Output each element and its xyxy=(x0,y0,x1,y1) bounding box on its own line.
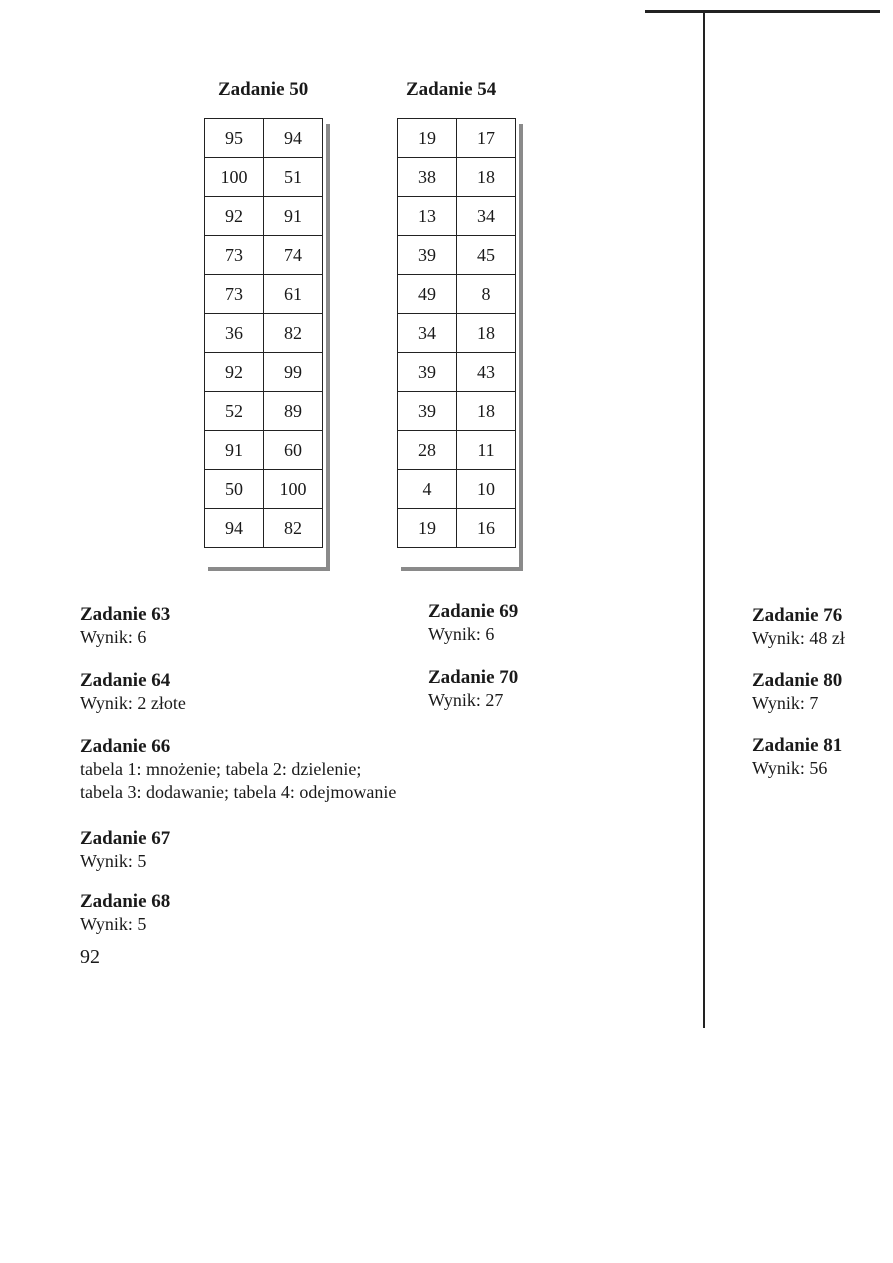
task-result: Wynik: 7 xyxy=(752,693,819,713)
table-cell: 16 xyxy=(457,509,516,548)
table-cell: 19 xyxy=(398,119,457,158)
task-result: Wynik: 2 złote xyxy=(80,693,186,713)
table-row xyxy=(398,275,516,314)
table-cell: 61 xyxy=(264,275,323,314)
table-row xyxy=(398,119,516,158)
task-title: Zadanie 66 xyxy=(80,736,171,757)
table-cell: 10 xyxy=(457,470,516,509)
task-title: Zadanie 67 xyxy=(80,828,171,849)
table-cell: 82 xyxy=(264,509,323,548)
table-cell: 17 xyxy=(457,119,516,158)
task-result: Wynik: 6 xyxy=(80,627,147,647)
table-cell: 34 xyxy=(457,197,516,236)
table-cell: 99 xyxy=(264,353,323,392)
table-cell: 89 xyxy=(264,392,323,431)
table-cell: 18 xyxy=(457,158,516,197)
table-cell: 11 xyxy=(457,431,516,470)
table-cell: 92 xyxy=(205,353,264,392)
task-zadanie-80 xyxy=(752,669,842,715)
task-title: Zadanie 69 xyxy=(428,601,519,622)
task-result: Wynik: 48 zł xyxy=(752,628,845,648)
table-row xyxy=(205,470,323,509)
table-row xyxy=(398,470,516,509)
table-zadanie-50 xyxy=(204,118,323,548)
table-row xyxy=(205,392,323,431)
table-cell: 100 xyxy=(264,470,323,509)
task-title: Zadanie 64 xyxy=(80,670,171,691)
page-number: 92 xyxy=(80,946,100,968)
table-cell: 95 xyxy=(205,119,264,158)
task-line: tabela 3: dodawanie; tabela 4: odejmowanie xyxy=(80,782,397,802)
task-zadanie-64 xyxy=(80,669,186,715)
task-result: Wynik: 27 xyxy=(428,690,504,710)
table-row xyxy=(205,353,323,392)
table-title-zadanie-54: Zadanie 54 xyxy=(406,79,497,100)
table-row xyxy=(205,509,323,548)
table-cell: 28 xyxy=(398,431,457,470)
table-shadow xyxy=(208,567,330,571)
task-line: tabela 1: mnożenie; tabela 2: dzielenie; xyxy=(80,759,362,779)
table-row xyxy=(398,392,516,431)
table-cell: 91 xyxy=(205,431,264,470)
task-zadanie-76 xyxy=(752,604,845,650)
table-row xyxy=(398,197,516,236)
task-zadanie-69 xyxy=(428,600,518,646)
table-cell: 39 xyxy=(398,236,457,275)
table-cell: 43 xyxy=(457,353,516,392)
table-row xyxy=(205,275,323,314)
table-cell: 73 xyxy=(205,275,264,314)
table-cell: 74 xyxy=(264,236,323,275)
task-zadanie-66 xyxy=(80,735,396,804)
table-cell: 45 xyxy=(457,236,516,275)
table-cell: 100 xyxy=(205,158,264,197)
task-zadanie-67 xyxy=(80,827,170,873)
table-cell: 49 xyxy=(398,275,457,314)
binding-line xyxy=(703,10,705,1028)
table-row xyxy=(398,509,516,548)
top-rule xyxy=(645,10,880,13)
table-cell: 36 xyxy=(205,314,264,353)
table-cell: 92 xyxy=(205,197,264,236)
table-row xyxy=(398,158,516,197)
table-cell: 39 xyxy=(398,392,457,431)
task-zadanie-63 xyxy=(80,603,170,649)
table-cell: 52 xyxy=(205,392,264,431)
task-title: Zadanie 63 xyxy=(80,604,171,625)
table-cell: 73 xyxy=(205,236,264,275)
table-cell: 4 xyxy=(398,470,457,509)
table-cell: 91 xyxy=(264,197,323,236)
table-row xyxy=(205,197,323,236)
table-row xyxy=(205,431,323,470)
table-cell: 94 xyxy=(205,509,264,548)
table-zadanie-54 xyxy=(397,118,516,548)
table-row xyxy=(398,353,516,392)
table-cell: 19 xyxy=(398,509,457,548)
table-row xyxy=(398,236,516,275)
table-shadow xyxy=(401,567,523,571)
table-row xyxy=(398,431,516,470)
table-row xyxy=(205,119,323,158)
table-cell: 13 xyxy=(398,197,457,236)
task-result: Wynik: 5 xyxy=(80,914,147,934)
task-result: Wynik: 56 xyxy=(752,758,828,778)
table-cell: 18 xyxy=(457,392,516,431)
table-cell: 8 xyxy=(457,275,516,314)
task-title: Zadanie 80 xyxy=(752,670,843,691)
table-shadow xyxy=(519,124,523,570)
table-cell: 34 xyxy=(398,314,457,353)
table-cell: 51 xyxy=(264,158,323,197)
table-shadow xyxy=(326,124,330,570)
task-zadanie-70 xyxy=(428,666,518,712)
task-zadanie-81 xyxy=(752,734,842,780)
task-result: Wynik: 5 xyxy=(80,851,147,871)
table-row xyxy=(205,314,323,353)
table-cell: 94 xyxy=(264,119,323,158)
task-title: Zadanie 68 xyxy=(80,891,171,912)
table-row xyxy=(205,158,323,197)
table-cell: 60 xyxy=(264,431,323,470)
table-row xyxy=(398,314,516,353)
task-title: Zadanie 70 xyxy=(428,667,519,688)
table-cell: 18 xyxy=(457,314,516,353)
task-title: Zadanie 81 xyxy=(752,735,843,756)
task-title: Zadanie 76 xyxy=(752,605,843,626)
task-result: Wynik: 6 xyxy=(428,624,495,644)
table-cell: 39 xyxy=(398,353,457,392)
table-cell: 38 xyxy=(398,158,457,197)
table-cell: 50 xyxy=(205,470,264,509)
table-cell: 82 xyxy=(264,314,323,353)
table-title-zadanie-50: Zadanie 50 xyxy=(218,79,309,100)
task-zadanie-68 xyxy=(80,890,170,936)
table-row xyxy=(205,236,323,275)
